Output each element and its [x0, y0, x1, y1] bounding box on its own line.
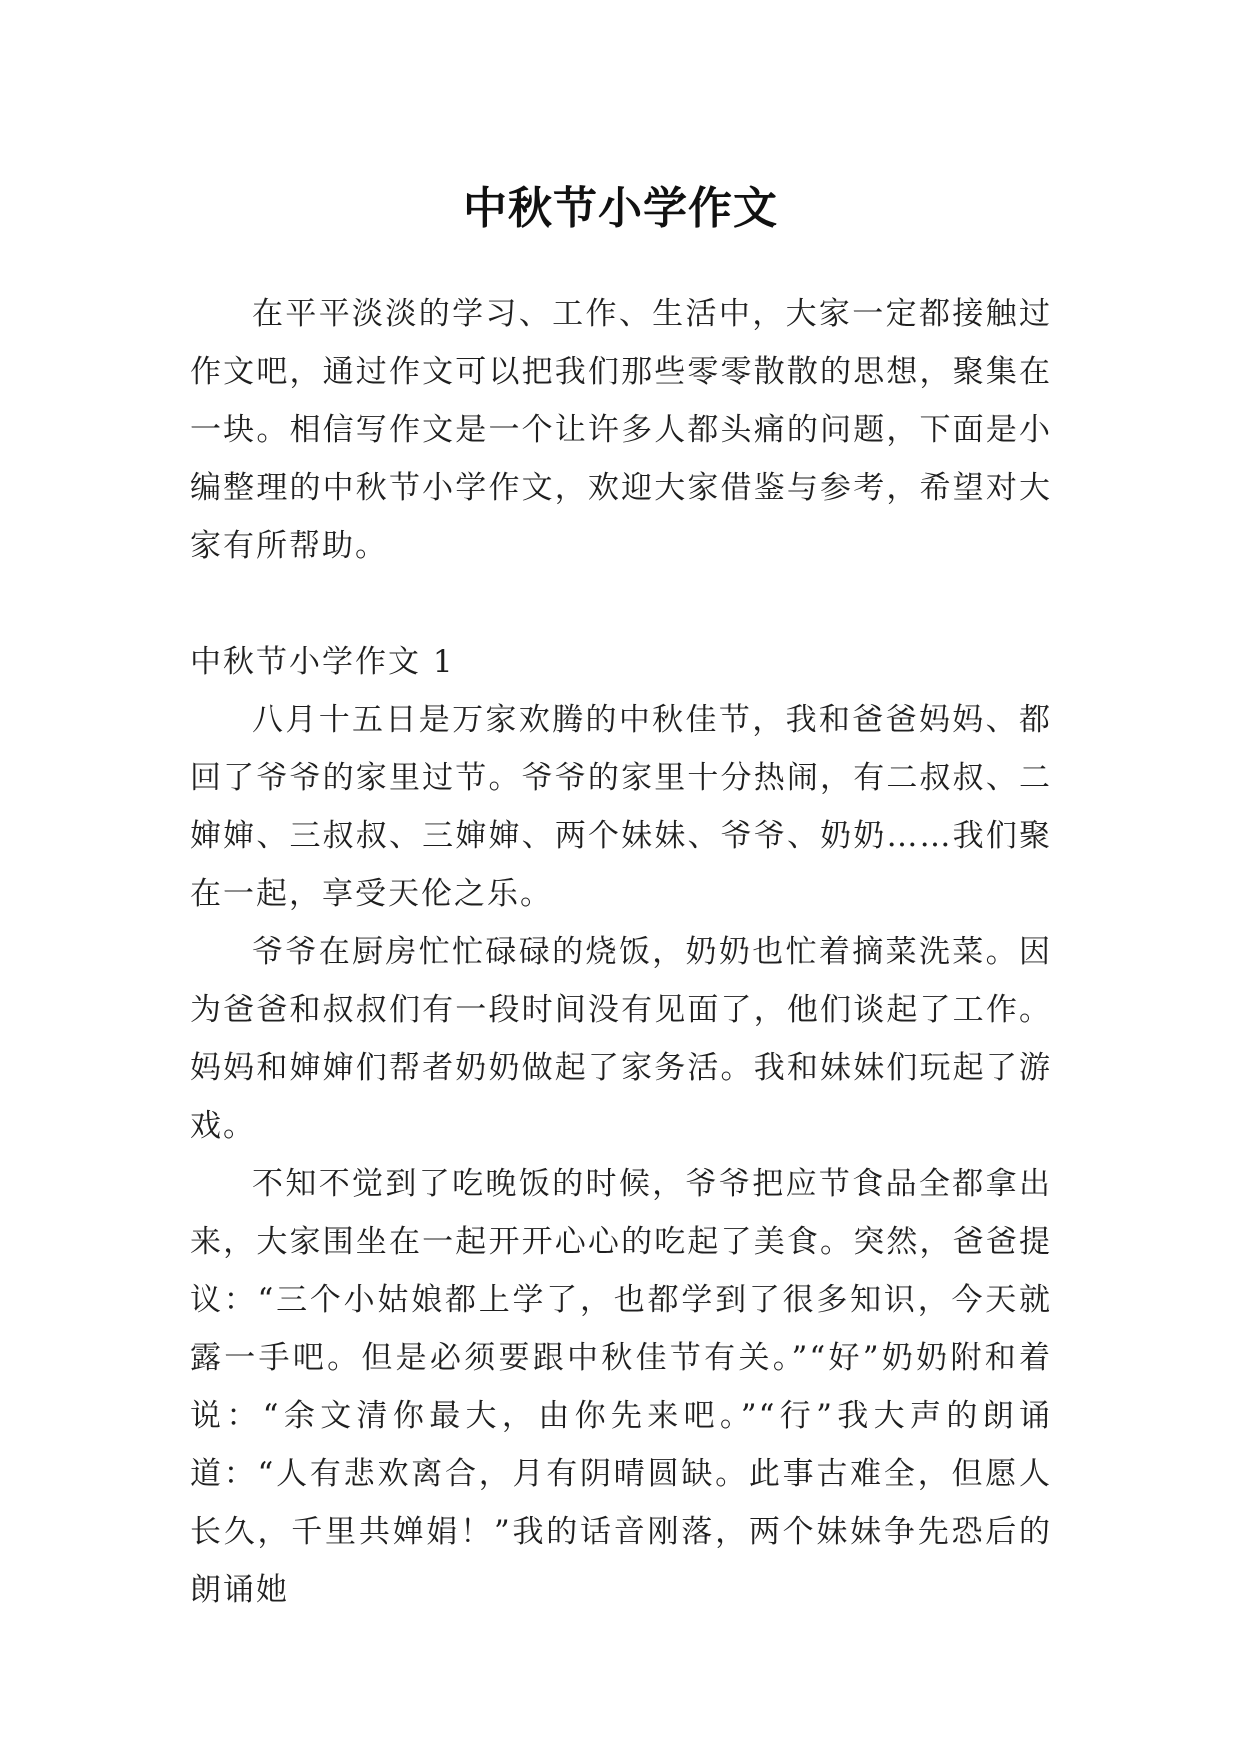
- document-body: [190, 285, 1052, 1619]
- document-title: 中秋节小学作文: [463, 183, 778, 235]
- section-heading: 中秋节小学作文 1: [190, 644, 455, 680]
- body-paragraph: 不知不觉到了吃晚饭的时候，爷爷把应节食品全都拿出来，大家围坐在一起开开心心的吃起了美食。突然，爸爸提议：“三个小姑娘都上学了，也都学到了很多知识，今天就露一手吧。但是必须要跟中秋佳节有关。”“好”奶奶附和着说：“余文清你最大，由你先来吧。”“行”我大声的朗诵道：“人有悲欢离合，月有阴晴圆缺。此事古难全，但愿人长久，千里共婵娟！”我的话音刚落，两个妹妹争先恐后的朗诵她: [190, 1166, 1052, 1608]
- intro-paragraph: 在平平淡淡的学习、工作、生活中，大家一定都接触过作文吧，通过作文可以把我们那些零零散散的思想，聚集在一块。相信写作文是一个让许多人都头痛的问题，下面是小编整理的中秋节小学作文，欢迎大家借鉴与参考，希望对大家有所帮助。: [190, 296, 1052, 564]
- body-paragraph: 八月十五日是万家欢腾的中秋佳节，我和爸爸妈妈、都回了爷爷的家里过节。爷爷的家里十分热闹，有二叔叔、二婶婶、三叔叔、三婶婶、两个妹妹、爷爷、奶奶……我们聚在一起，享受天伦之乐。: [190, 702, 1052, 912]
- body-paragraph: 爷爷在厨房忙忙碌碌的烧饭，奶奶也忙着摘菜洗菜。因为爸爸和叔叔们有一段时间没有见面了，他们谈起了工作。妈妈和婶婶们帮者奶奶做起了家务活。我和妹妹们玩起了游戏。: [190, 934, 1052, 1144]
